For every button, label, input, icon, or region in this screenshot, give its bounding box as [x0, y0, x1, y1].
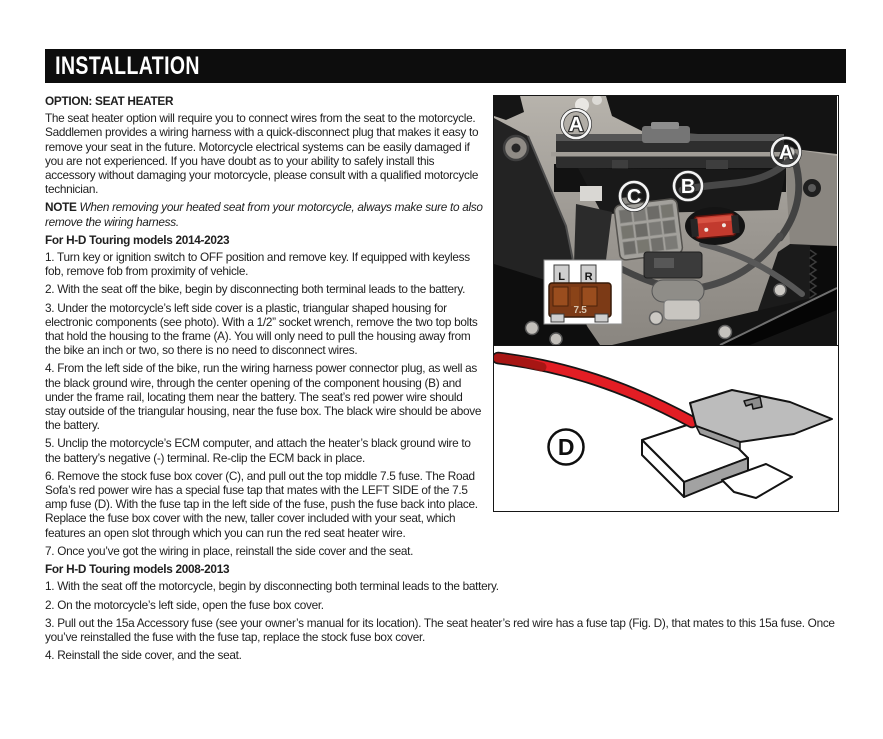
step-item: 4. From the left side of the bike, run the wiring harness power connector plug, as well as the black ground wire, through the center opening of the component housing (B) and under the frame rail, locating them near the battery. The seat’s red power wire should stay outside of the triangular housing, near the fuse box. The black wire should be above the battery.: [45, 361, 482, 433]
step-item: 3. Pull out the 15a Accessory fuse (see your owner’s manual for its location). The seat heater’s red wire has a fuse tap (Fig. D), that mates to this 15a fuse. Once you’ve reinstalled the fuse with the fuse tap, replace the stock fuse box cover.: [45, 615, 835, 644]
callout-c-label: C: [626, 186, 642, 208]
step-item: 2. On the motorcycle’s left side, open the fuse box cover.: [45, 597, 324, 612]
callout-d: [549, 430, 584, 465]
step-item: 1. With the seat off the motorcycle, begin by disconnecting both terminal leads to the battery.: [45, 579, 499, 594]
intro-paragraph: The seat heater option will require you to connect wires from the seat to the motorcycle. Saddlemen provides a wiring harness with a quick-disconnect plug that makes it easy to remove your seat in the future. Motorcycle electrical systems can be easily damaged if you are not experienced. If you have doubt as to your ability to safely install this accessory without damaging your motorcycle, please consult with a qualified motorcycle technician.: [45, 111, 479, 197]
callout-d-label: D: [557, 434, 575, 460]
fuse-inset: [544, 260, 622, 324]
figure-stack: [493, 95, 839, 512]
instructions-body: [45, 94, 839, 662]
note-label: NOTE: [45, 200, 77, 215]
component-housing-photo: [494, 96, 838, 346]
step-item: 7. Once you’ve got the wiring in place, reinstall the side cover and the seat.: [45, 543, 414, 558]
installation-title-bar: [45, 49, 846, 83]
step-item: 1. Turn key or ignition switch to OFF position and remove key. If equipped with keyless fob, remove fob from proximity of vehicle.: [45, 250, 470, 279]
callout-b-label: B: [680, 176, 696, 198]
callout-a2-label: A: [778, 142, 794, 164]
option-heading: OPTION: SEAT HEATER: [45, 94, 174, 108]
section-2014-heading: For H-D Touring models 2014-2023: [45, 232, 230, 247]
fuse-amp-label: 7.5: [573, 305, 587, 316]
note-text: When removing your heated seat from your motorcycle, always make sure to also remove the wiring harness.: [45, 200, 483, 229]
step-item: 6. Remove the stock fuse box cover (C), and pull out the top middle 7.5 fuse. The Road Sofa’s red power wire has a special fuse tap that mates with the LEFT SIDE of the 7.5 amp fuse (D). With the fuse tap in the left side of the fuse, push the fuse back into place. Replace the fuse box cover with the new, taller cover included with your seat, which features an open slot through which you can run the red seat heater wire.: [45, 468, 478, 540]
fuse-tap-diagram: [494, 346, 838, 511]
fuse-tap-line-drawing: [494, 346, 837, 511]
step-item: 5. Unclip the motorcycle’s ECM computer, and attach the heater’s black ground wire to the battery’s negative (-) terminal. Re-clip the ECM back in place.: [45, 436, 471, 465]
manual-page: [0, 49, 883, 739]
step-item: 4. Reinstall the side cover, and the seat.: [45, 648, 242, 663]
fuse-left-label: L: [558, 271, 565, 283]
section-2008-heading: For H-D Touring models 2008-2013: [45, 562, 230, 577]
callout-a1-label: A: [568, 114, 584, 136]
fuse-right-label: R: [584, 271, 593, 283]
red-connector: [685, 207, 745, 245]
step-item: 3. Under the motorcycle’s left side cover is a plastic, triangular shaped housing for electronic components (see photo). With a 1/2” socket wrench, remove the two top bolts that hold the housing to the frame (A). You will only need to pull the housing away from the bike an inch or two, so there is no need to disconnect wires.: [45, 300, 478, 358]
step-item: 2. With the seat off the bike, begin by disconnecting both terminal leads to the battery.: [45, 282, 466, 297]
page-title: INSTALLATION: [55, 51, 200, 80]
motorcycle-photo-illustration: [494, 96, 837, 345]
